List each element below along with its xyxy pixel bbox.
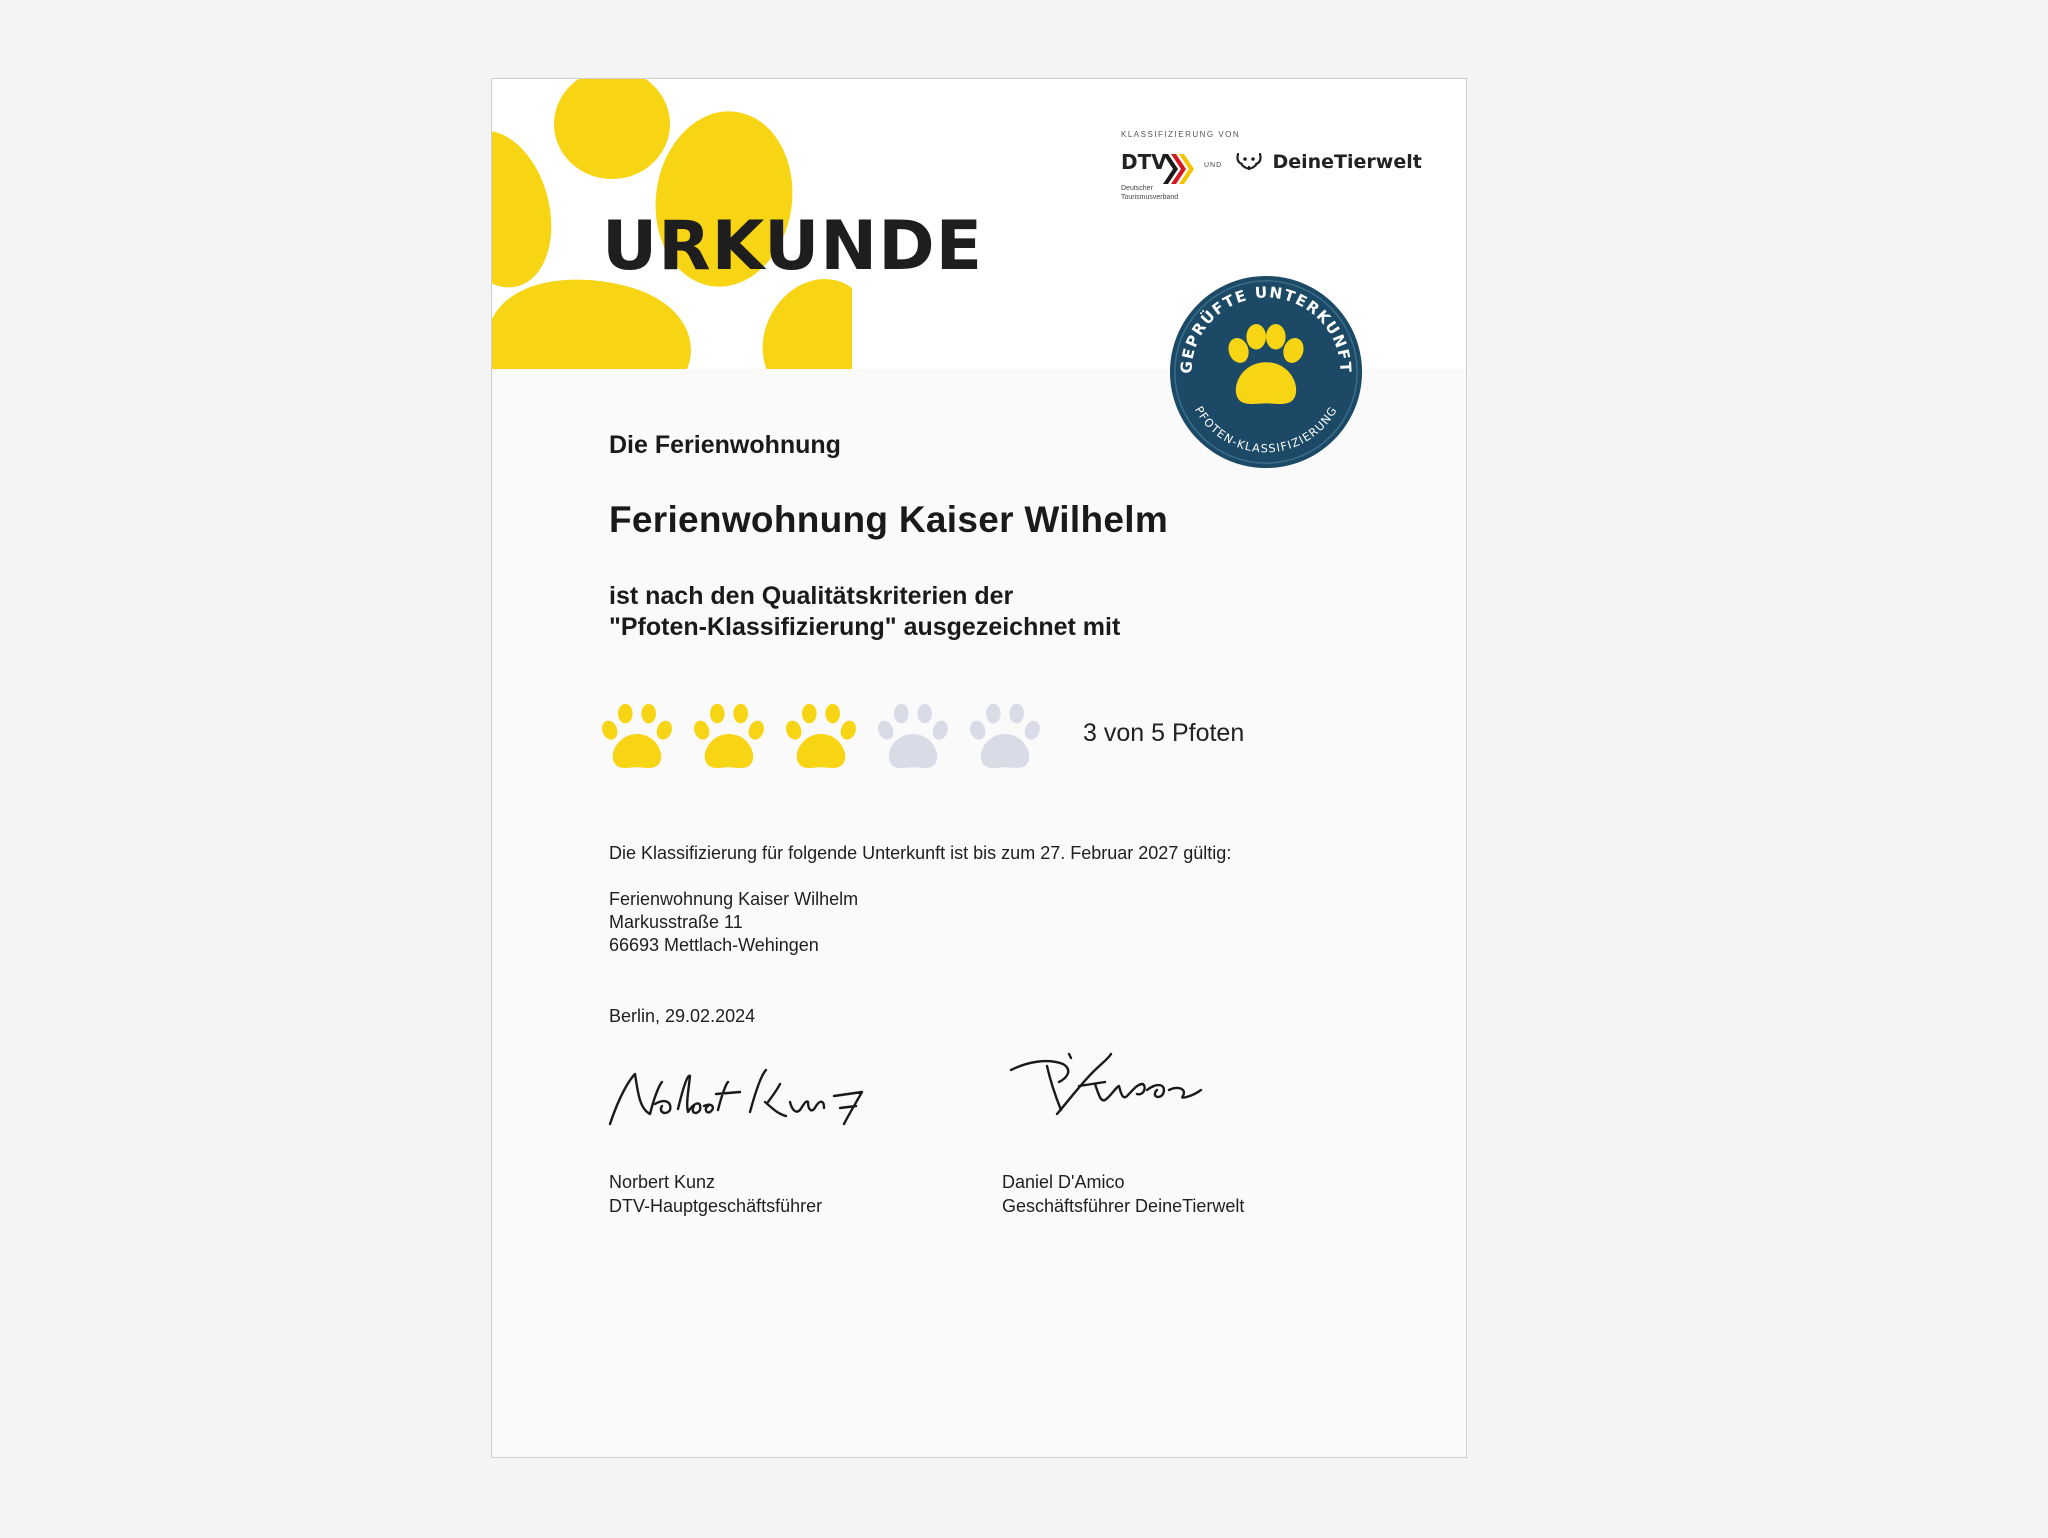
paw-rating-icon-4 <box>874 697 952 775</box>
signer-role: DTV-Hauptgeschäftsführer <box>609 1196 823 1216</box>
deinetierwelt-wordmark: DeineTierwelt <box>1272 151 1422 173</box>
signature-daniel-damico <box>1007 1044 1207 1139</box>
signer-norbert-kunz <box>609 1170 822 1218</box>
signer-name: Norbert Kunz <box>609 1172 716 1192</box>
seal-bottom-text: PFOTEN-KLASSIFIZIERUNG <box>1192 403 1341 456</box>
paw-rating-icon-2 <box>690 697 768 775</box>
dtv-logo <box>1121 150 1211 208</box>
property-name: Ferienwohnung Kaiser Wilhelm <box>609 499 1169 540</box>
address-line-1: Ferienwohnung Kaiser Wilhelm <box>609 889 859 909</box>
signer-daniel-damico <box>1002 1170 1244 1218</box>
certificate-title: URKUNDE <box>602 207 984 286</box>
issuer-logos <box>1121 130 1421 210</box>
validity-statement: Die Klassifizierung für folgende Unterkunft ist bis zum 27. Februar 2027 gültig: <box>609 843 1232 863</box>
signature-norbert-kunz <box>600 1054 870 1144</box>
property-address <box>609 888 858 957</box>
paw-rating-icon-5 <box>966 697 1044 775</box>
criteria-line-1: ist nach den Qualitätskriterien der <box>609 582 1014 610</box>
dtv-subtitle: Deutscher Tourismusverband <box>1121 185 1179 201</box>
dtv-wordmark: DTV <box>1121 150 1167 174</box>
pet-face-icon <box>1234 150 1264 174</box>
paw-rating-icon-1 <box>598 697 676 775</box>
signer-role: Geschäftsführer DeineTierwelt <box>1002 1196 1245 1216</box>
address-line-3: 66693 Mettlach-Wehingen <box>609 935 819 955</box>
paw-rating-icon-3 <box>782 697 860 775</box>
certificate-intro: Die Ferienwohnung <box>609 431 841 459</box>
logos-and: UND <box>1204 162 1223 169</box>
certificate <box>491 78 1467 1458</box>
verified-accommodation-seal <box>1168 274 1364 470</box>
place-and-date: Berlin, 29.02.2024 <box>609 1006 756 1026</box>
rating-text: 3 von 5 Pfoten <box>1083 719 1245 747</box>
criteria-line-2: "Pfoten-Klassifizierung" ausgezeichnet mit <box>609 613 1121 641</box>
logos-caption: KLASSIFIZIERUNG VON <box>1121 130 1241 139</box>
dtv-chevrons-icon <box>1161 152 1197 188</box>
deinetierwelt-logo <box>1234 150 1422 174</box>
criteria-statement <box>609 581 1120 643</box>
seal-top-text: GEPRÜFTE UNTERKUNFT <box>1177 283 1355 375</box>
signer-name: Daniel D'Amico <box>1002 1172 1125 1192</box>
address-line-2: Markusstraße 11 <box>609 912 743 932</box>
